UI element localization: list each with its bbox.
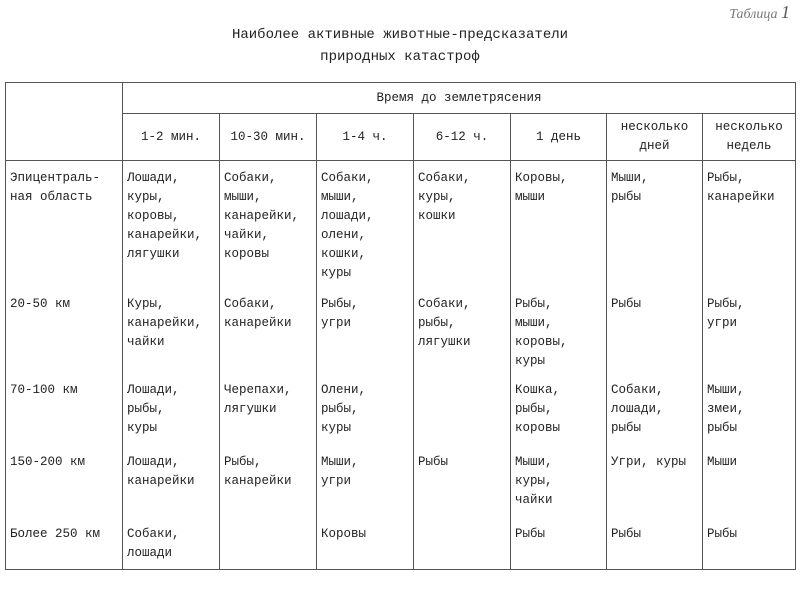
table-cell: Собаки, мыши, лошади, олени, кошки, куры <box>317 161 414 294</box>
group-header: Время до землетрясения <box>123 83 796 114</box>
table-cell <box>414 521 511 570</box>
table-cell: Собаки, канарейки <box>220 293 317 377</box>
table-cell: Куры, канарейки, чайки <box>123 293 220 377</box>
table-cell: Рыбы <box>511 521 607 570</box>
table-cell: Собаки, лошади <box>123 521 220 570</box>
table-cell: Рыбы <box>414 449 511 521</box>
table-cell: Рыбы, угри <box>703 293 796 377</box>
table-cell <box>220 521 317 570</box>
table-number-label <box>729 2 790 23</box>
title-line-1: Наиболее активные животные-предсказатели <box>231 27 569 43</box>
table-cell: Собаки, куры, кошки <box>414 161 511 294</box>
table-cell: Рыбы <box>607 521 703 570</box>
table-cell: Рыбы, угри <box>317 293 414 377</box>
table-cell: Лошади, рыбы, куры <box>123 377 220 449</box>
table-cell: Мыши, рыбы <box>607 161 703 294</box>
table-cell: Рыбы <box>607 293 703 377</box>
table-cell: Коровы, мыши <box>511 161 607 294</box>
table-row <box>6 521 796 570</box>
table-cell: Рыбы <box>703 521 796 570</box>
col-header: несколько недель <box>703 114 796 161</box>
table-cell: Угри, куры <box>607 449 703 521</box>
col-header: 6-12 ч. <box>414 114 511 161</box>
table-cell: Лошади, канарейки <box>123 449 220 521</box>
table-cell: Рыбы, канарейки <box>703 161 796 294</box>
table-cell: Мыши, змеи, рыбы <box>703 377 796 449</box>
table-cell: Олени, рыбы, куры <box>317 377 414 449</box>
table-cell: Рыбы, мыши, коровы, куры <box>511 293 607 377</box>
table-row <box>6 161 796 294</box>
col-header: 1 день <box>511 114 607 161</box>
table-row <box>6 377 796 449</box>
col-header: 1-4 ч. <box>317 114 414 161</box>
table-row <box>6 449 796 521</box>
table-cell <box>414 377 511 449</box>
table-cell: Кошка, рыбы, коровы <box>511 377 607 449</box>
table-cell: Собаки, лошади, рыбы <box>607 377 703 449</box>
table-row <box>6 293 796 377</box>
table-cell: Собаки, мыши, канарейки, чайки, коровы <box>220 161 317 294</box>
table-cell: Лошади, куры, коровы, канарейки, лягушки <box>123 161 220 294</box>
earthquake-animals-table <box>5 82 796 570</box>
col-header: 10-30 мин. <box>220 114 317 161</box>
table-number: 1 <box>781 2 790 22</box>
table-cell: Коровы <box>317 521 414 570</box>
table-cell: Рыбы, канарейки <box>220 449 317 521</box>
col-header: несколько дней <box>607 114 703 161</box>
table-label-text: Таблица <box>729 7 778 22</box>
table-cell: Мыши, угри <box>317 449 414 521</box>
row-label: 70-100 км <box>6 377 123 449</box>
col-header: 1-2 мин. <box>123 114 220 161</box>
title-line-2: природных катастроф <box>320 49 480 65</box>
row-label: 20-50 км <box>6 293 123 377</box>
row-label: 150-200 км <box>6 449 123 521</box>
table-cell: Мыши <box>703 449 796 521</box>
row-label: Эпицентраль- ная область <box>6 161 123 294</box>
row-label: Более 250 км <box>6 521 123 570</box>
corner-cell <box>6 83 123 161</box>
table-cell: Мыши, куры, чайки <box>511 449 607 521</box>
page-title <box>150 24 650 68</box>
table-cell: Черепахи, лягушки <box>220 377 317 449</box>
table-cell: Собаки, рыбы, лягушки <box>414 293 511 377</box>
